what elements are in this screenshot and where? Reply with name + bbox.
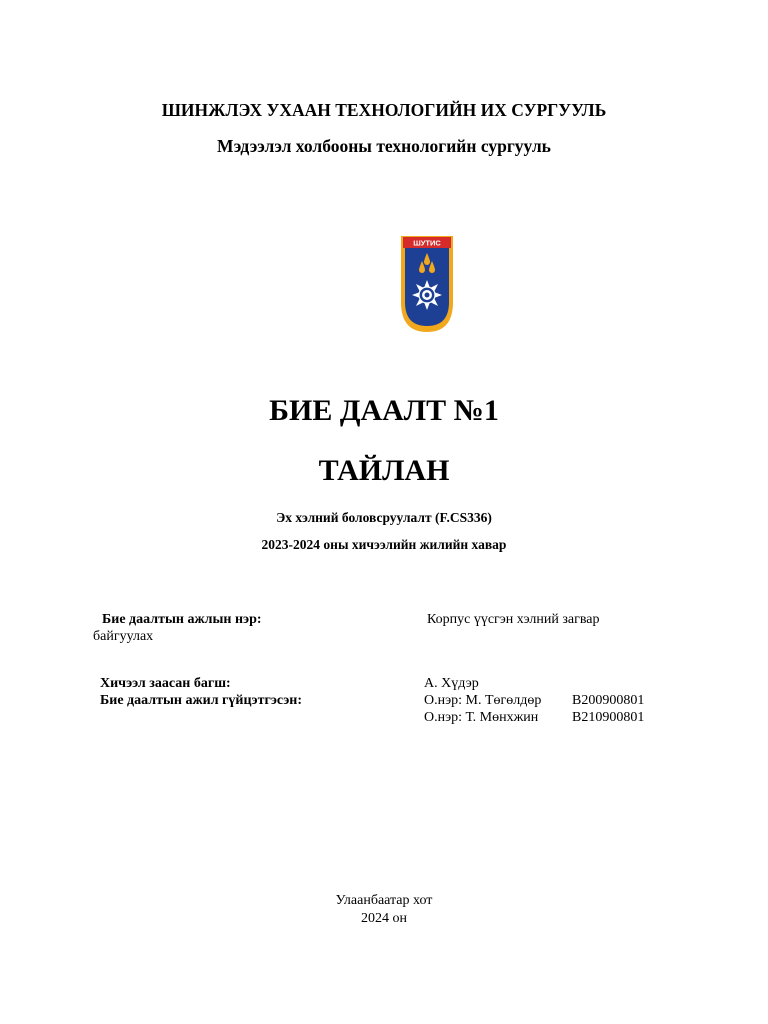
semester: 2023-2024 оны хичээлийн жилийн хавар	[261, 537, 507, 552]
city: Улаанбаатар хот	[335, 893, 433, 908]
logo-emblem	[412, 280, 442, 310]
school-name: Мэдээлэл холбооны технологийн сургууль	[217, 136, 551, 156]
course-name: Эх хэлний боловсруулалт (F.CS336)	[276, 510, 492, 525]
logo-banner-text: ШУТИС	[413, 238, 441, 248]
student-name: О.нэр: Т. Мөнхжин	[424, 710, 539, 725]
university-name: ШИНЖЛЭХ УХААН ТЕХНОЛОГИЙН ИХ СУРГУУЛЬ	[161, 100, 607, 120]
work-name-continuation: байгуулах	[93, 629, 154, 644]
report-subtitle: ТАЙЛАН	[318, 454, 450, 487]
student-id: B200900801	[572, 693, 645, 708]
year: 2024 он	[361, 911, 407, 926]
teacher-name: А. Хүдэр	[424, 676, 479, 691]
report-title: БИЕ ДААЛТ №1	[269, 394, 499, 427]
work-name-label: Бие даалтын ажлын нэр:	[102, 612, 262, 627]
teacher-label: Хичээл заасан багш:	[100, 676, 231, 691]
student-name: О.нэр: М. Төгөлдөр	[424, 693, 542, 708]
university-logo	[400, 234, 454, 334]
student-id: B210900801	[572, 710, 645, 725]
performer-label: Бие даалтын ажил гүйцэтгэсэн:	[100, 693, 303, 708]
work-name-value: Корпус үүсгэн хэлний загвар	[427, 612, 600, 627]
